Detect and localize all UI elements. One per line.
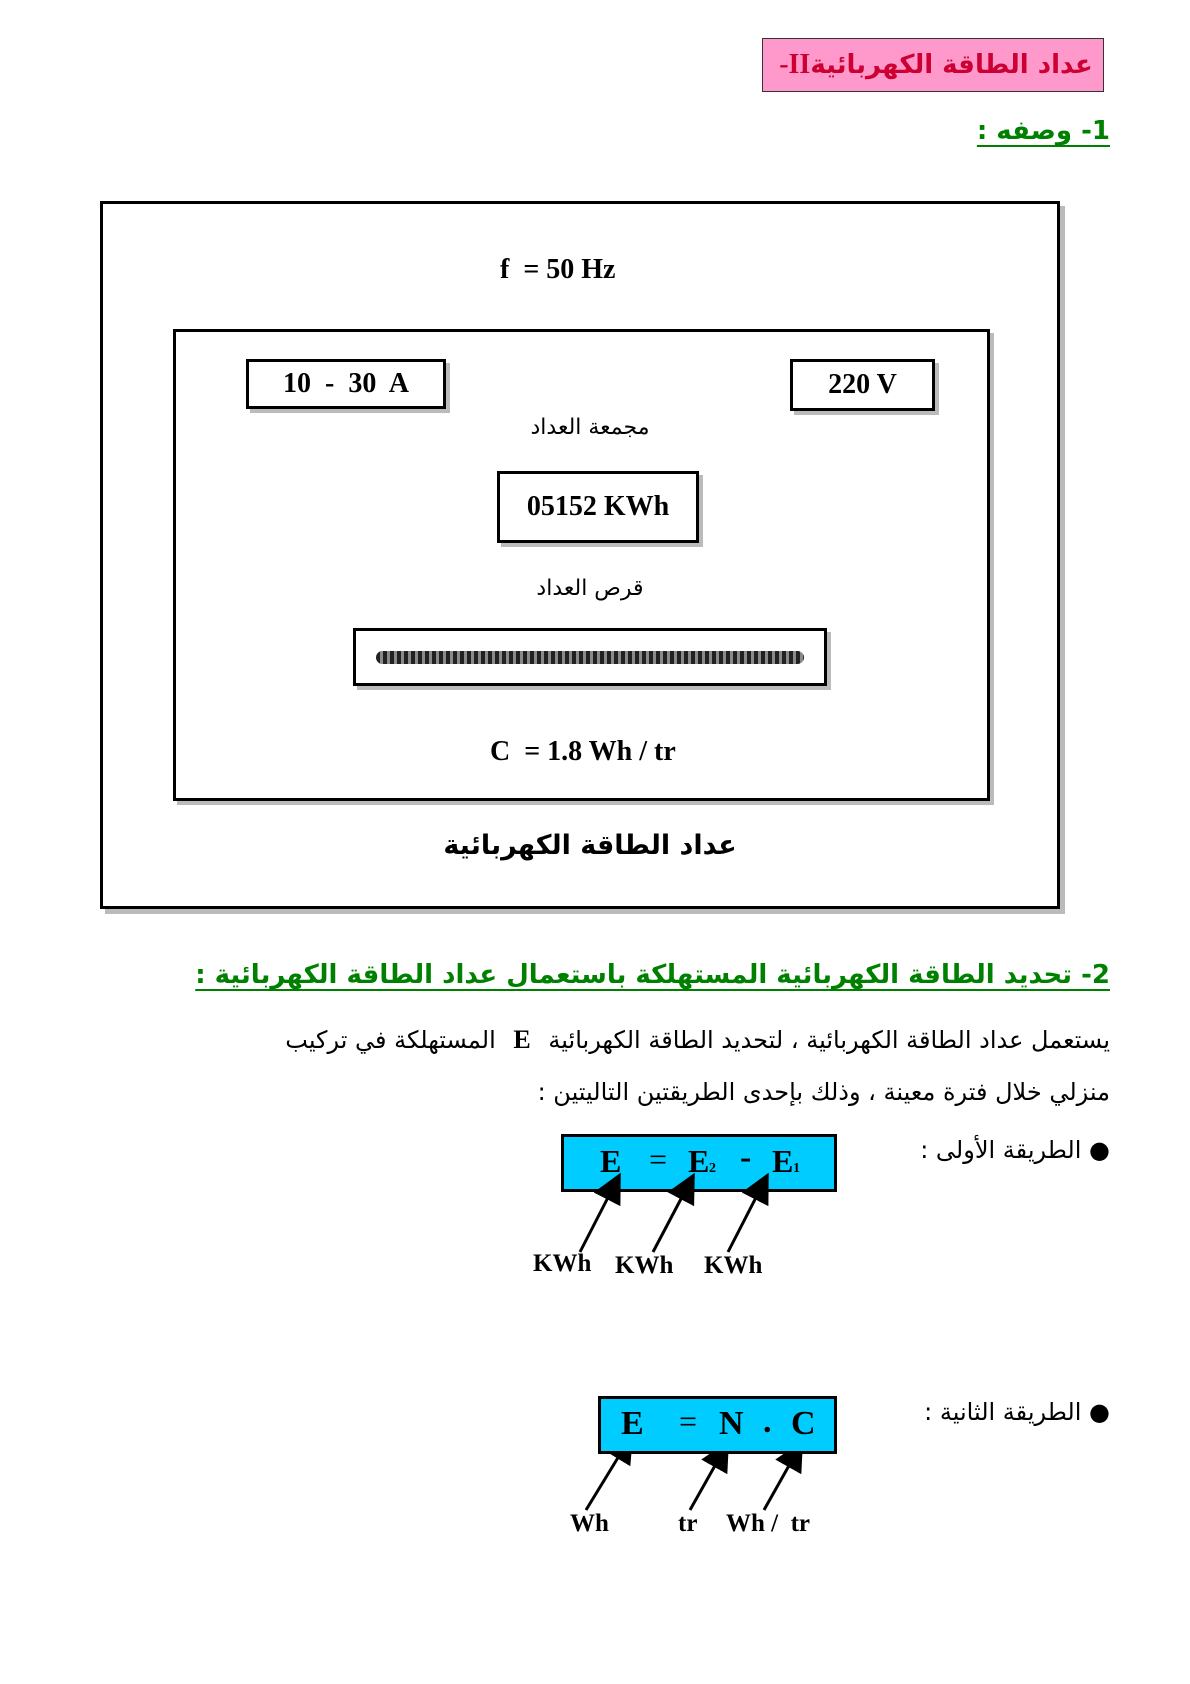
- bullet-icon: ●: [1089, 1398, 1110, 1426]
- formula2-turns: N: [719, 1405, 744, 1442]
- meter-caption: عداد الطاقة الكهربائية: [443, 830, 737, 861]
- formula2-dot: .: [763, 1403, 772, 1440]
- formula-box-method2: [598, 1396, 837, 1454]
- formula1-minus: -: [740, 1139, 752, 1176]
- method2-label: الطريقة الثانية :: [924, 1398, 1082, 1426]
- bullet-icon: ●: [1089, 1136, 1110, 1164]
- formula1-e2: E: [688, 1143, 710, 1179]
- subheading-description: 1- وصفه :: [976, 116, 1110, 146]
- method2-item: [924, 1398, 1110, 1426]
- formula2-energy: E: [621, 1405, 644, 1442]
- totalizer-label: مجمعة العداد: [530, 415, 650, 440]
- formula1-e1: E: [772, 1143, 794, 1179]
- current-rating-box: 10 - 30 A: [246, 359, 446, 409]
- section-title-text: عداد الطاقة الكهربائية: [810, 50, 1093, 80]
- section-number: II-: [779, 49, 811, 80]
- paragraph-text-b: المستهلكة في تركيب: [285, 1026, 496, 1054]
- energy-symbol: E: [513, 1025, 531, 1054]
- voltage-rating-box: 220 V: [790, 359, 935, 411]
- unit-label: Wh / tr: [726, 1510, 811, 1537]
- paragraph-line-2: منزلي خلال فترة معينة ، وذلك بإحدى الطريقتين التاليتين :: [537, 1078, 1110, 1106]
- meter-frequency: f = 50 Hz: [500, 254, 616, 285]
- unit-label: Wh: [570, 1510, 609, 1537]
- arrow-line: [580, 1178, 618, 1252]
- arrow-line: [653, 1178, 692, 1252]
- subheading-energy-determination: 2- تحديد الطاقة الكهربائية المستهلكة باستعمال عداد الطاقة الكهربائية :: [195, 960, 1110, 990]
- meter-constant: C = 1.8 Wh / tr: [490, 736, 676, 767]
- unit-label: KWh: [533, 1250, 592, 1277]
- paragraph-text-a: يستعمل عداد الطاقة الكهربائية ، لتحديد الطاقة الكهربائية: [548, 1026, 1110, 1054]
- formula1-energy: E: [600, 1143, 622, 1179]
- formula1-equals: =: [649, 1141, 668, 1177]
- disk-label: قرص العداد: [536, 576, 644, 601]
- meter-reading-box: 05152 KWh: [497, 471, 699, 543]
- formula2-equals: =: [679, 1403, 698, 1439]
- method1-label: الطريقة الأولى :: [920, 1136, 1082, 1164]
- arrow-line: [764, 1446, 800, 1510]
- unit-label: KWh: [615, 1252, 674, 1279]
- unit-label: tr: [678, 1510, 698, 1537]
- arrow-line: [728, 1178, 766, 1252]
- arrow-line: [690, 1446, 726, 1510]
- formula2-constant: C: [791, 1405, 816, 1442]
- unit-label: KWh: [704, 1252, 763, 1279]
- formula1-e1-subscript: 1: [793, 1161, 800, 1176]
- formula1-e2-subscript: 2: [709, 1161, 716, 1176]
